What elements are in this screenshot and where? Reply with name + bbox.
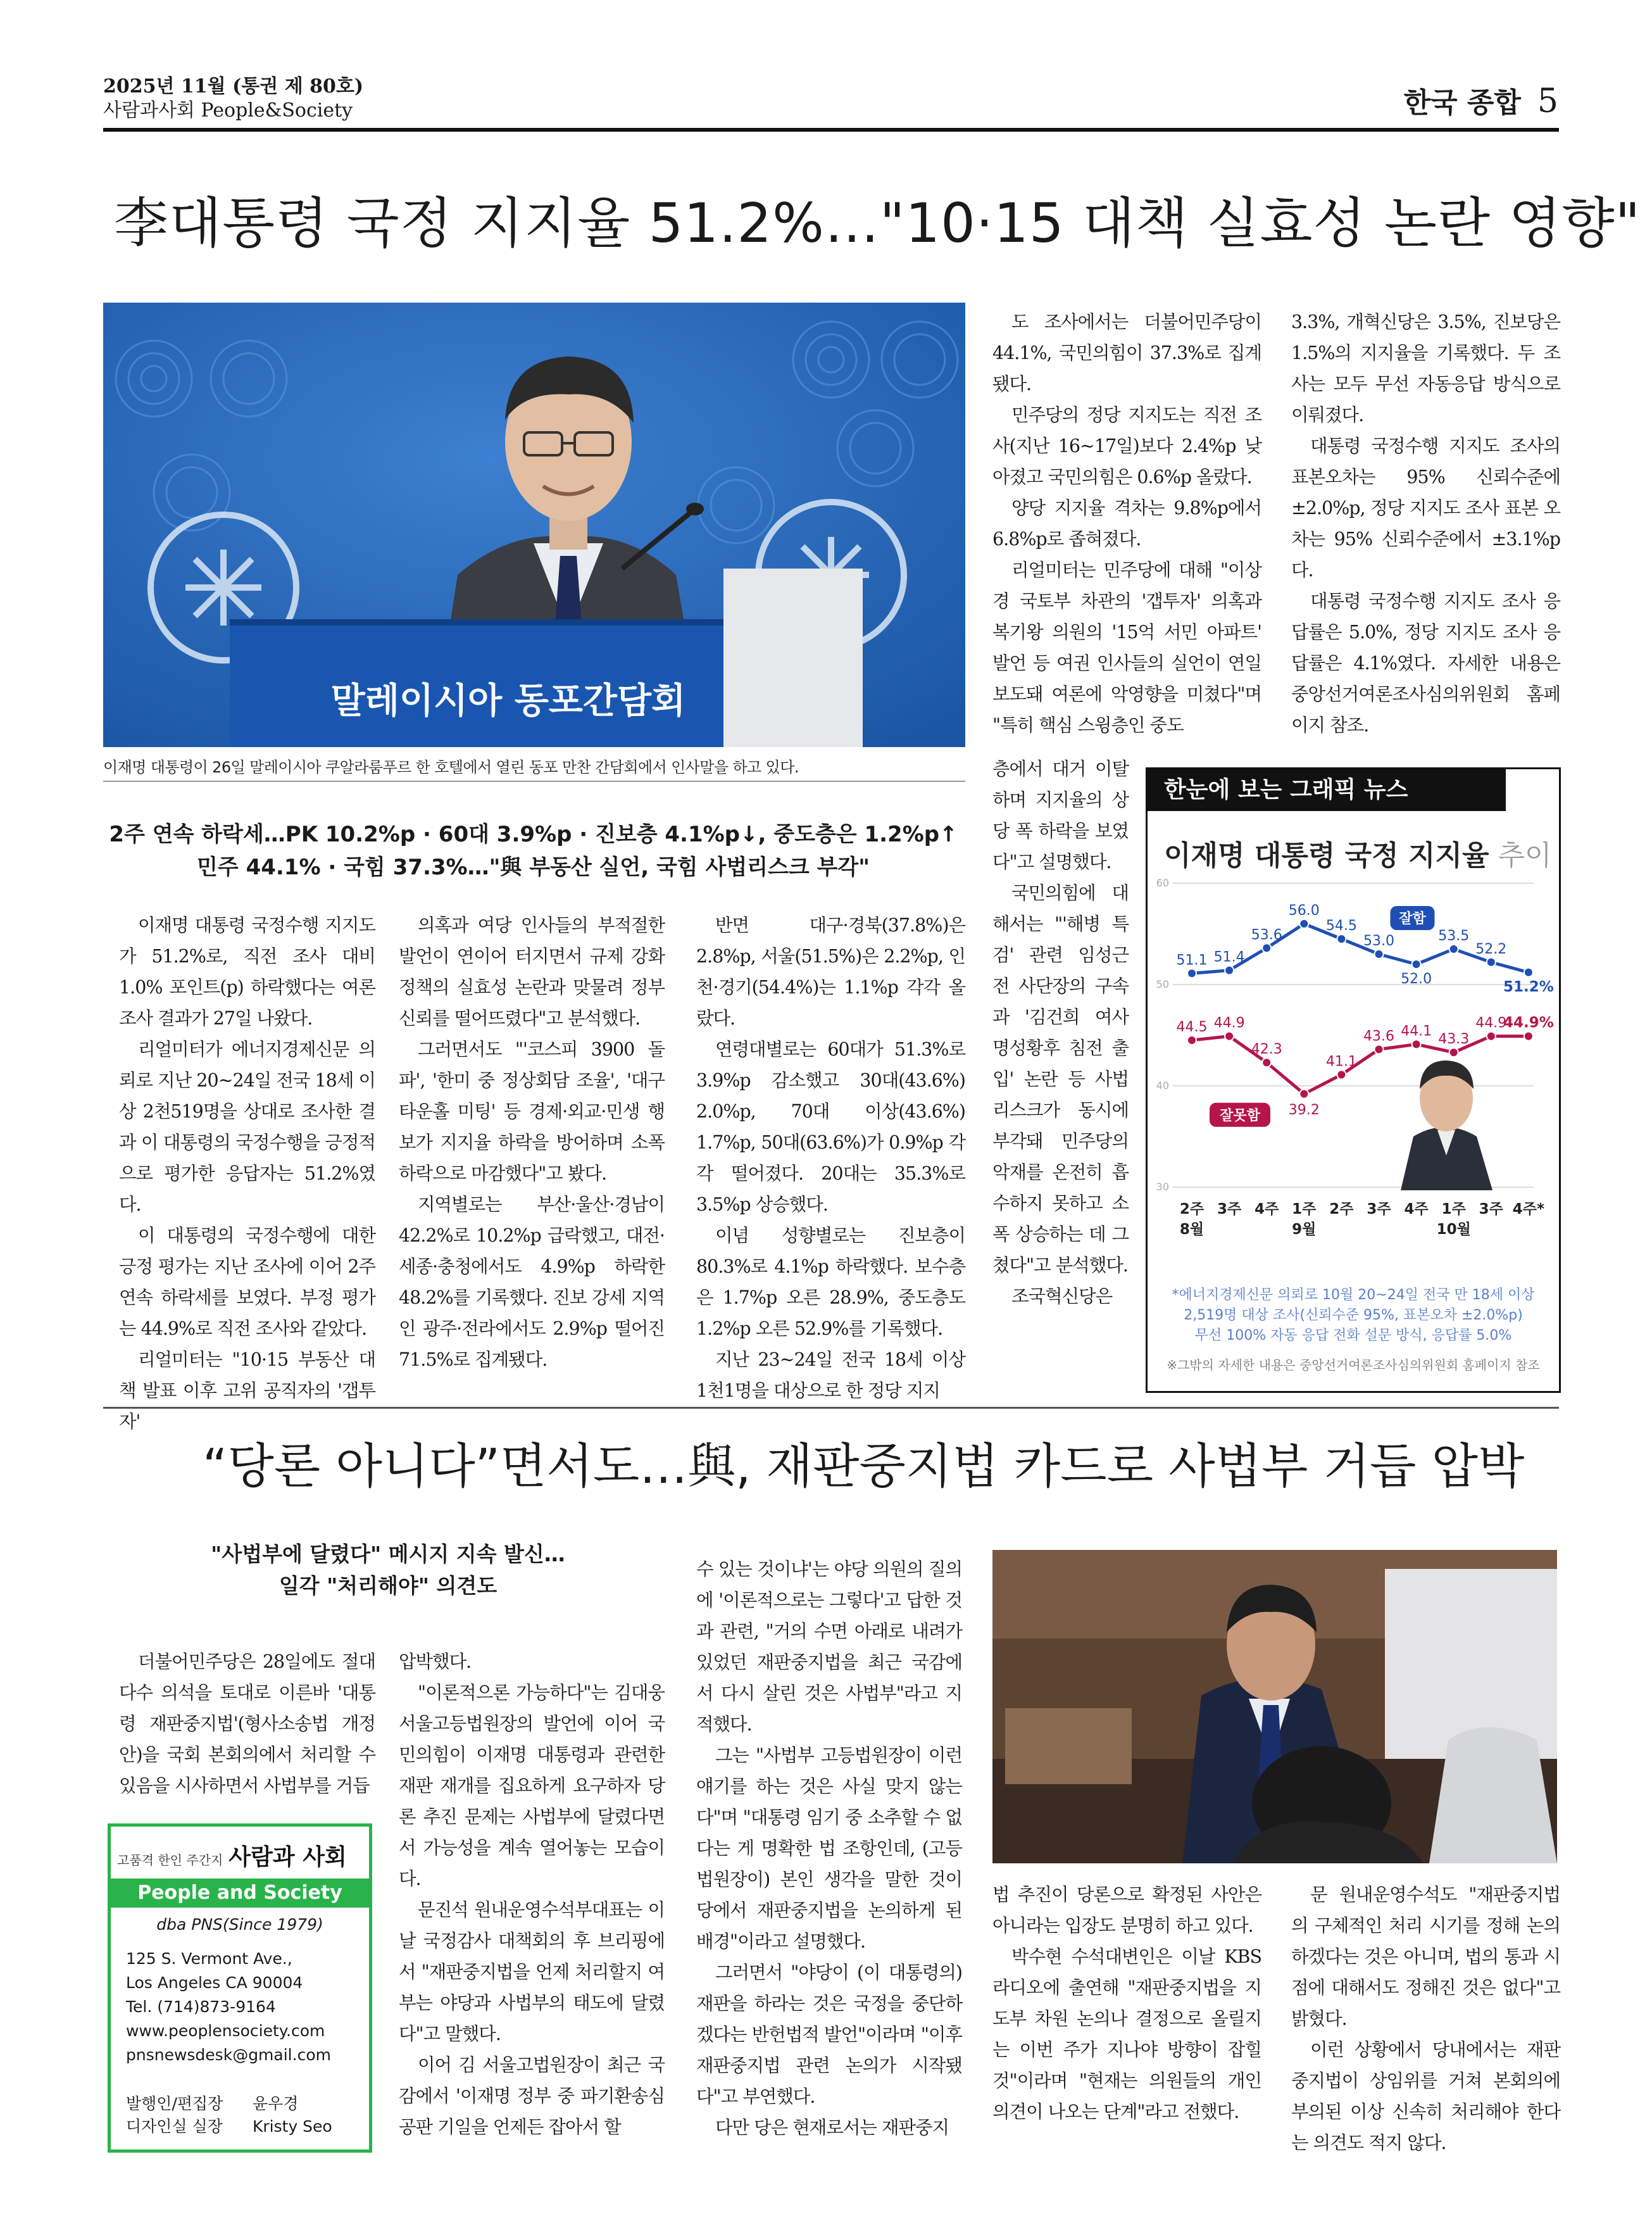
graphic-footnote [1160,1285,1546,1346]
paragraph: 도 조사에서는 더불어민주당이 44.1%, 국민의힘이 37.3%로 집계됐다. [992,312,1261,394]
paragraph: 이 대통령의 국정수행에 대한 긍정 평가는 지난 조사에 이어 2주 연속 하락세를 보였다. 부정 평가는 44.9%로 직전 조사와 같았다. [119,1225,375,1339]
publisher-email-link[interactable]: pnsnewsdesk@gmail.com [126,2046,331,2064]
article1-subheads [108,818,959,884]
podium-sign: 말레이시아 동포간담회 [330,681,686,722]
paragraph: 대통령 국정수행 지지도 조사의 표본오차는 95% 신뢰수준에 ±2.0%p, 정당 지지도 조사 표본 오차는 95% 신뢰수준에서 ±3.1%p다. [1291,436,1560,581]
x-tick-label: 1주 [1292,1201,1317,1218]
paragraph: 이어 김 서울고법원장이 최근 국감에서 '이재명 정부 중 파기환송심 공판 기일을 언제든 잡아서 할 [399,2055,665,2137]
masthead-right [1404,80,1558,120]
article1-column-1 [119,910,375,1432]
paragraph: 이런 상황에서 당내에서는 재판중지법이 상임위를 거쳐 본회의에 부의된 이상 신속히 처리해야 한다는 의견도 적지 않다. [1291,2039,1560,2153]
data-label: 53.6 [1251,927,1282,943]
paragraph: 리얼미터는 "10·15 부동산 대책 발표 이후 고위 공직자의 '갭투자' [119,1349,375,1432]
data-label: 44.5 [1176,1019,1208,1035]
data-label: 54.5 [1325,918,1357,934]
data-label: 51.4 [1213,949,1245,966]
photo-illustration [992,1550,1557,1863]
masthead-rule [103,128,1559,132]
paragraph: 법 추진이 당론으로 확정된 사안은 아니라는 입장도 분명히 하고 있다. [992,1884,1261,1936]
x-tick-label: 2주 [1179,1201,1205,1218]
paragraph: 민주당의 정당 지지도는 직전 조사(지난 16~17일)보다 2.4%p 낮아졌고 국민의힘은 0.6%p 올랐다. [992,405,1261,488]
paragraph: 그러면서도 "'코스피 3900 돌파', '한미 중 정상회담 조율', '대구 타운홀 미팅' 등 경제·외교·민생 행보가 지지율 하락을 방어하며 소폭 하락으로 마감했다"고 봤다. [399,1039,665,1184]
data-point [1337,935,1346,943]
data-label: 52.0 [1401,971,1432,987]
data-label: 43.3 [1438,1031,1470,1048]
publisher-address-line-1: 125 S. Vermont Ave., [126,1949,292,1968]
paragraph: 연령대별로는 60대가 51.3%로 3.9%p 감소했고 30대(43.6%) 2.0%p, 70대 이상(43.6%) 1.7%p, 50대(63.6%)가 0.9%p 각각 떨어졌다. 20대는 35.3%로 3.5%p 상승했다. [696,1039,965,1215]
data-label: 42.3 [1251,1042,1282,1058]
paragraph: 국민의힘에 대해서는 "'해병 특검' 관련 임성근 전 사단장의 구속과 '김건희 여사 명성황후 침전 출입' 논란 등 사법 리스크가 동시에 부각돼 민주당의 악재를 온전히 흡수하지 못하고 소폭 상승하는 데 그쳤다"고 분석했다. [992,883,1129,1276]
paragraph: 지역별로는 부산·울산·경남이 42.2%로 10.2%p 급락했고, 대전·세종·충청에서도 4.9%p 하락한 48.2%를 기록했다. 진보 강세 지역인 광주·전라에서도 2.9%p 떨어진 71.5%로 집계됐다. [399,1194,665,1370]
data-label: 51.2% [1503,978,1554,995]
article2-column-4 [992,1879,1261,2149]
article2-column-5 [1291,1879,1560,2153]
paragraph: 더불어민주당은 28일에도 절대 다수 의석을 토대로 이른바 '대통령 재판중지법'(형사소송법 개정안)을 국회 본회의에서 처리할 수 있음을 시사하면서 사법부를 거듭 [119,1651,375,1796]
article-divider [103,1407,1559,1409]
data-label: 53.0 [1363,933,1394,949]
section-name: 한국 종합 [1403,87,1521,119]
legend-label-positive: 잘함 [1399,911,1426,927]
x-tick-label: 1주 [1441,1201,1466,1218]
data-label: 56.0 [1288,903,1320,919]
y-tick-label: 30 [1156,1181,1169,1193]
graphic-title-light: 추이 [1489,840,1552,872]
caption-rule [103,781,965,782]
staff-role: 발행인/편집장 [126,2094,223,2113]
data-point [1262,943,1271,952]
paragraph: 박수현 수석대변인은 이날 KBS 라디오에 출연해 "재판중지법을 지도부 차원 논의나 결정으로 올릴지는 이번 주가 지나야 방향이 잡힐 것"이라며 "현재는 의원들의 개인 의견이 나오는 단계"라고 전했다. [992,1946,1261,2122]
publisher-phone: Tel. (714)873-9164 [126,1998,276,2016]
paragraph: 다만 당은 현재로서는 재판중지 [715,2117,949,2138]
publisher-dba: dba PNS(Since 1979) [156,1915,323,1934]
president-speech-photo [103,303,965,747]
footnote-line: *에너지경제신문 의뢰로 10월 20~24일 전국 만 18세 이상 [1172,1287,1535,1303]
data-point [1299,919,1308,928]
data-point [1449,1048,1458,1057]
data-point [1524,968,1533,977]
data-point [1225,966,1234,975]
paragraph: 수 있는 것이냐'는 야당 의원의 질의에 '이론적으로는 그렇다'고 답한 것과 관련, "거의 수면 아래로 내려가 있었던 재판중지법을 최근 국감에서 다시 살린 것은 사법부"라고 지적했다. [696,1559,962,1735]
photo-caption: 이재명 대통령이 26일 말레이시아 쿠알라룸푸르 한 호텔에서 열린 동포 만찬 간담회에서 인사말을 하고 있다. [103,758,799,776]
paragraph: 리얼미터가 에너지경제신문 의뢰로 지난 20~24일 전국 18세 이상 2천519명을 상대로 조사한 결과 이 대통령의 국정수행을 긍정적으로 평가한 응답자는 51.2%였다. [119,1039,375,1215]
issue-info: 2025년 11월 (통권 제 80호) [103,75,364,98]
paragraph: 조국혁신당은 [1011,1286,1113,1307]
x-tick-label: 3주 [1479,1201,1503,1218]
data-label: 44.9 [1213,1015,1245,1031]
paragraph: 이념 성향별로는 진보층이 80.3%로 4.1%p 하락했다. 보수층은 1.7%p 오른 28.9%, 중도층도 1.2%p 오른 52.9%를 기록했다. [696,1225,965,1339]
publisher-tagline: 고품격 한인 주간지 [117,1853,223,1868]
x-tick-label: 2주 [1329,1201,1354,1218]
data-point [1187,1036,1196,1045]
paragraph: 리얼미터는 민주당에 대해 "이상경 국토부 차관의 '갭투자' 의혹과 복기왕 의원의 '15억 서민 아파트' 발언 등 여권 인사들의 실언이 연일 보도돼 여론에 악영향을 미쳤다"며 "특히 핵심 스윙층인 중도 [992,560,1261,736]
data-point [1524,1032,1533,1041]
data-point [1375,1045,1384,1054]
paragraph: 그러면서 "야당이 (이 대통령의) 재판을 하라는 것은 국정을 중단하겠다는 반헌법적 발언"이라며 "이후 재판중지법 관련 논의가 시작됐다"고 부연했다. [696,1962,962,2107]
article2-column-1 [119,1646,375,1804]
x-month-label: 10월 [1436,1221,1471,1238]
paragraph: 문진석 원내운영수석부대표는 이날 국정감사 대책회의 후 브리핑에서 "재판중지법을 언제 처리할지 여부는 야당과 사법부의 태도에 달렸다"고 말했다. [399,1899,665,2044]
publisher-english-name: People and Society [111,1879,369,1908]
y-tick-label: 50 [1156,978,1169,990]
publisher-website-link[interactable]: www.peoplensociety.com [126,2022,325,2040]
article2-headline: “당론 아니다”면서도…與, 재판중지법 카드로 사법부 거듭 압박 [203,1438,1525,1494]
x-month-label: 9월 [1292,1221,1317,1238]
staff-name: Kristy Seo [253,2117,332,2136]
staff-row [126,2093,360,2115]
data-point [1187,969,1196,978]
article2-column-2 [399,1646,665,2149]
staff-row [126,2115,360,2138]
x-tick-label: 4주 [1255,1201,1279,1218]
data-point [1299,1090,1308,1098]
masthead-left [103,75,363,123]
paragraph: 반면 대구·경북(37.8%)은 2.8%p, 서울(51.5%)은 2.2%p, 인천·경기(54.4%)는 1.1%p 각각 올랐다. [696,915,965,1029]
national-assembly-photo [992,1550,1557,1863]
data-label: 39.2 [1288,1102,1320,1118]
article1-column-5-top [1291,306,1560,741]
y-tick-label: 60 [1156,877,1169,889]
graphic-title [1164,833,1552,873]
staff-name: 윤우경 [253,2094,299,2113]
paragraph: 문 원내운영수석도 "재판중지법의 구체적인 처리 시기를 정해 논의하겠다는 것은 아니며, 법의 통과 시점에 대해서도 정해진 것은 없다"고 밝혔다. [1291,1884,1560,2029]
x-tick-label: 3주 [1367,1201,1391,1218]
article1-column-2 [399,910,665,1391]
graphic-title-bold: 이재명 대통령 국정 지지율 [1164,840,1489,872]
publisher-header [117,1839,364,1872]
footnote-line: 2,519명 대상 조사(신뢰수준 95%, 표본오차 ±2.0%p) [1184,1307,1523,1323]
paragraph: 그는 "사법부 고등법원장이 이런 얘기를 하는 것은 사실 맞지 않는다"며 "대통령 임기 중 소추할 수 없다는 게 명확한 법 조항인데, (고등법원장이) 본인 생각을 말한 것이 당에서 재판중지법을 논의하게 된 배경"이라고 설명했다. [696,1745,962,1952]
data-label: 44.9% [1503,1014,1554,1031]
paragraph: 압박했다. [399,1651,472,1672]
data-point [1375,950,1384,959]
publisher-name: 사람과 사회 [228,1844,347,1870]
approval-line-chart [1148,871,1559,1301]
x-tick-label: 4주* [1512,1201,1545,1218]
article1-subhead-1: 2주 연속 하락세…PK 10.2%p · 60대 3.9%p · 진보층 4.1%p↓, 중도층은 1.2%p↑ [109,822,958,847]
data-point [1225,1032,1234,1041]
data-label: 43.6 [1363,1028,1394,1045]
article1-column-3 [696,910,965,1401]
data-label: 53.5 [1438,928,1470,944]
publisher-address-line-2: Los Angeles CA 90004 [126,1973,303,1992]
article2-subheads [119,1539,657,1602]
graphic-news-box [1146,767,1561,1393]
y-tick-label: 40 [1156,1079,1169,1092]
legend-label-negative: 잘못함 [1220,1107,1260,1124]
graphic-banner: 한눈에 보는 그래픽 뉴스 [1148,769,1506,811]
paragraph: 양당 지지율 격차는 9.8%p에서 6.8%p로 좁혀졌다. [992,498,1261,550]
paragraph: 3.3%, 개혁신당은 3.5%, 진보당은 1.5%의 지지율을 기록했다. 두 조사는 모두 무선 자동응답 방식으로 이뤄졌다. [1291,312,1560,425]
data-point [1487,1032,1496,1041]
data-point [1262,1058,1271,1067]
data-point [1412,1040,1421,1048]
graphic-source-note: ※그밖의 자세한 내용은 중앙선거여론조사심의위원회 홈페이지 참조 [1167,1357,1540,1373]
publisher-contact [126,1947,360,2067]
data-label: 44.9 [1475,1015,1507,1031]
paragraph: 이재명 대통령 국정수행 지지도가 51.2%로, 직전 조사 대비 1.0% 포인트(p) 하락했다는 여론조사 결과가 27일 나왔다. [119,915,375,1029]
article1-subhead-2: 민주 44.1% · 국힘 37.3%…"與 부동산 실언, 국힘 사법리스크 부각" [197,855,870,880]
data-label: 44.1 [1401,1023,1432,1040]
article1-headline: 李대통령 국정 지지율 51.2%…"10·15 대책 실효성 논란 영향" [114,192,1641,255]
page-number: 5 [1537,82,1558,120]
data-point [1487,958,1496,967]
article2-subhead-2: 일각 "처리해야" 의견도 [278,1573,497,1598]
publisher-info-box [108,1823,372,2153]
data-label: 51.1 [1176,952,1208,969]
article2-column-3 [696,1554,962,2149]
x-tick-label: 3주 [1217,1201,1242,1218]
footnote-line: 무선 100% 자동 응답 전화 설문 방식, 응답률 5.0% [1194,1328,1512,1344]
x-tick-label: 4주 [1404,1201,1429,1218]
paragraph: "이론적으론 가능하다"는 김대웅 서울고등법원장의 발언에 이어 국민의힘이 이재명 대통령과 관련한 재판 재개를 집요하게 요구하자 당론 추진 문제는 사법부에 달렸다면서 가능성을 계속 열어놓는 모습이다. [399,1682,665,1889]
x-month-label: 8월 [1179,1221,1205,1238]
chart-portrait [1401,1061,1492,1190]
paragraph: 층에서 대거 이탈하며 지지율의 상당 폭 하락을 보였다"고 설명했다. [992,758,1129,872]
article1-column-4-top [992,306,1261,741]
paragraph: 대통령 국정수행 지지도 조사 응답률은 5.0%, 정당 지지도 조사 응답률은 4.1%였다. 자세한 내용은 중앙선거여론조사심의위원회 홈페이지 참조. [1291,591,1560,736]
publisher-staff [126,2093,360,2138]
data-point [1412,960,1421,969]
paragraph: 의혹과 여당 인사들의 부적절한 발언이 연이어 터지면서 규제 강화 정책의 실효성 논란과 맞물려 정부 신뢰를 떨어뜨렸다"고 분석했다. [399,915,665,1029]
staff-role: 디자인실 실장 [126,2117,223,2136]
article1-column-4-narrow [992,753,1129,1392]
paragraph: 지난 23~24일 전국 18세 이상 1천1명을 대상으로 한 정당 지지 [696,1349,965,1401]
data-point [1337,1070,1346,1079]
data-point [1449,945,1458,954]
article2-subhead-1: "사법부에 달렸다" 메시지 지속 발신… [211,1542,565,1566]
data-label: 52.2 [1475,941,1507,957]
data-label: 41.1 [1325,1054,1357,1070]
paper-name: 사람과사회 People&Society [103,99,353,122]
